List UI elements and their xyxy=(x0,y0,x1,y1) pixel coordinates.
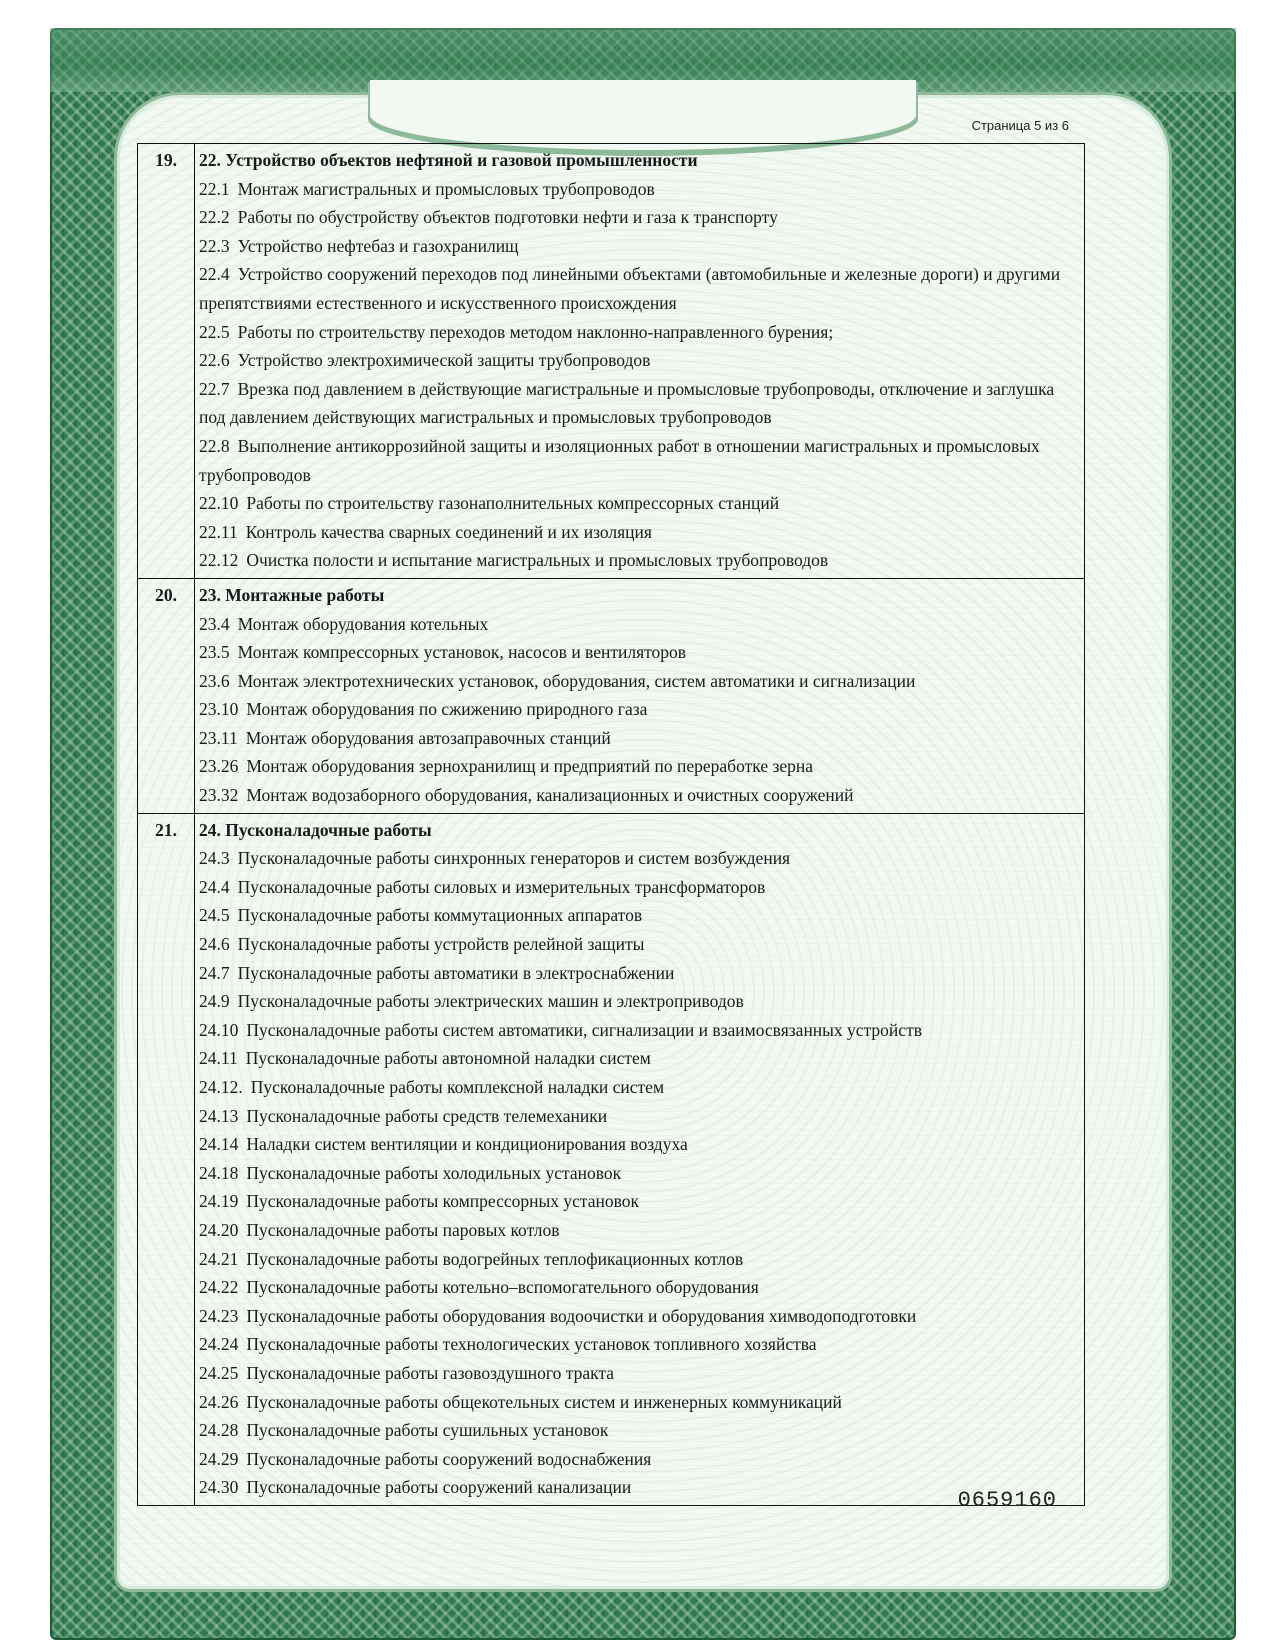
item-text: Пусконаладочные работы котельно–вспомогательного оборудования xyxy=(246,1277,759,1298)
list-item xyxy=(199,873,1078,902)
item-code: 24.23 xyxy=(199,1305,239,1326)
item-code: 24.26 xyxy=(199,1391,239,1412)
list-item xyxy=(199,232,1078,261)
section-content xyxy=(195,578,1085,813)
list-item xyxy=(199,610,1078,639)
list-item xyxy=(199,930,1078,959)
list-item xyxy=(199,1302,1078,1331)
item-code: 23.4 xyxy=(199,613,230,634)
list-item xyxy=(199,203,1078,232)
works-table xyxy=(137,143,1085,1506)
item-code: 24.4 xyxy=(199,876,230,897)
item-code: 24.25 xyxy=(199,1362,239,1383)
section-content xyxy=(195,813,1085,1505)
item-code: 24.14 xyxy=(199,1134,239,1155)
item-text: Монтаж оборудования автозаправочных станций xyxy=(245,727,611,748)
list-item xyxy=(199,1216,1078,1245)
list-item xyxy=(199,844,1078,873)
list-item xyxy=(199,1159,1078,1188)
item-text: Контроль качества сварных соединений и их изоляция xyxy=(245,521,652,542)
item-text: Пусконаладочные работы силовых и измерительных трансформаторов xyxy=(237,876,766,897)
item-text: Монтаж компрессорных установок, насосов и вентиляторов xyxy=(237,642,687,663)
list-item xyxy=(199,375,1078,432)
item-code: 24.18 xyxy=(199,1162,239,1183)
item-code: 23.10 xyxy=(199,699,239,720)
list-item xyxy=(199,1016,1078,1045)
item-code: 24.10 xyxy=(199,1019,239,1040)
item-code: 23.11 xyxy=(199,727,238,748)
item-code: 22.6 xyxy=(199,350,230,371)
item-text: Устройство электрохимической защиты трубопроводов xyxy=(237,350,651,371)
row-number: 20. xyxy=(138,578,195,813)
item-code: 23.6 xyxy=(199,670,230,691)
item-text: Выполнение антикоррозийной защиты и изоляционных работ в отношении магистральных и промысловых трубопроводов xyxy=(199,435,1040,485)
item-text: Пусконаладочные работы газовоздушного тракта xyxy=(246,1362,615,1383)
list-item xyxy=(199,1130,1078,1159)
item-text: Пусконаладочные работы компрессорных установок xyxy=(246,1191,640,1212)
item-code: 24.30 xyxy=(199,1477,239,1498)
item-code: 22.3 xyxy=(199,235,230,256)
section-title: 22. Устройство объектов нефтяной и газовой промышленности xyxy=(199,150,698,170)
list-item xyxy=(199,318,1078,347)
list-item xyxy=(199,901,1078,930)
item-code: 24.7 xyxy=(199,962,230,983)
item-text: Пусконаладочные работы автономной наладки систем xyxy=(245,1048,651,1069)
list-item xyxy=(199,638,1078,667)
item-text: Монтаж электротехнических установок, оборудования, систем автоматики и сигнализации xyxy=(237,670,916,691)
item-code: 24.24 xyxy=(199,1334,239,1355)
page-number: Страница 5 из 6 xyxy=(971,118,1069,133)
item-code: 24.29 xyxy=(199,1448,239,1469)
item-text: Монтаж оборудования по сжижению природного газа xyxy=(246,699,648,720)
list-item xyxy=(199,1102,1078,1131)
item-text: Пусконаладочные работы комплексной наладки систем xyxy=(250,1077,665,1097)
item-text: Устройство нефтебаз и газохранилищ xyxy=(237,235,519,256)
item-text: Очистка полости и испытание магистральных и промысловых трубопроводов xyxy=(246,550,829,571)
ornamental-arch xyxy=(370,80,916,150)
item-text: Монтаж оборудования котельных xyxy=(237,613,489,634)
item-text: Пусконаладочные работы синхронных генераторов и систем возбуждения xyxy=(237,848,791,869)
item-text: Пусконаладочные работы сушильных установок xyxy=(246,1420,609,1441)
list-item xyxy=(199,346,1078,375)
list-item xyxy=(199,987,1078,1016)
section-title: 23. Монтажные работы xyxy=(199,584,385,605)
list-item xyxy=(199,1388,1078,1417)
list-item xyxy=(199,781,1078,810)
item-text: Пусконаладочные работы оборудования водоочистки и оборудования химводоподготовки xyxy=(246,1305,917,1326)
list-item xyxy=(199,752,1078,781)
list-item xyxy=(199,1273,1078,1302)
item-text: Пусконаладочные работы водогрейных теплофикационных котлов xyxy=(246,1248,744,1269)
list-item xyxy=(199,1187,1078,1216)
section-content xyxy=(195,144,1085,579)
item-text: Пусконаладочные работы сооружений канализации xyxy=(246,1477,632,1498)
item-code: 24.20 xyxy=(199,1219,239,1240)
list-item xyxy=(199,1473,1078,1502)
item-code: 22.7 xyxy=(199,378,230,399)
item-code: 22.12 xyxy=(199,550,239,571)
list-item xyxy=(199,1330,1078,1359)
item-text: Наладки систем вентиляции и кондиционирования воздуха xyxy=(246,1134,688,1155)
list-item xyxy=(199,959,1078,988)
item-code: 22.1 xyxy=(199,178,230,199)
item-code: 22.11 xyxy=(199,521,238,542)
row-number: 21. xyxy=(138,813,195,1505)
item-text: Пусконаладочные работы систем автоматики, сигнализации и взаимосвязанных устройств xyxy=(246,1019,922,1040)
list-item xyxy=(199,695,1078,724)
list-item xyxy=(199,724,1078,753)
item-code: 22.5 xyxy=(199,321,230,342)
item-code: 22.10 xyxy=(199,493,239,514)
item-code: 24.13 xyxy=(199,1105,239,1126)
list-item xyxy=(199,1044,1078,1073)
table-row xyxy=(138,144,1085,579)
list-item xyxy=(199,175,1078,204)
item-text: Пусконаладочные работы электрических машин и электроприводов xyxy=(237,991,744,1012)
list-item xyxy=(199,667,1078,696)
item-text: Монтаж оборудования зернохранилищ и предприятий по переработке зерна xyxy=(246,756,814,777)
item-code: 23.5 xyxy=(199,642,230,663)
item-text: Пусконаладочные работы коммутационных аппаратов xyxy=(237,905,643,926)
item-code: 22.2 xyxy=(199,207,230,228)
item-code: 24.28 xyxy=(199,1420,239,1441)
item-text: Пусконаладочные работы сооружений водоснабжения xyxy=(246,1448,652,1469)
item-text: Пусконаладочные работы холодильных установок xyxy=(246,1162,622,1183)
serial-number: 0659160 xyxy=(957,1488,1057,1513)
row-number: 19. xyxy=(138,144,195,579)
list-item xyxy=(199,489,1078,518)
item-code: 24.3 xyxy=(199,848,230,869)
item-text: Устройство сооружений переходов под линейными объектами (автомобильные и железные дороги) и другими препятствиями естественного и искусственного происхождения xyxy=(199,264,1061,313)
item-code: 24.11 xyxy=(199,1048,238,1069)
item-code: 24.6 xyxy=(199,934,230,955)
item-text: Пусконаладочные работы устройств релейной защиты xyxy=(237,934,645,955)
list-item xyxy=(199,518,1078,547)
item-text: Работы по строительству переходов методом наклонно-направленного бурения; xyxy=(237,321,834,342)
item-text: Монтаж водозаборного оборудования, канализационных и очистных сооружений xyxy=(246,785,854,806)
list-item xyxy=(199,1073,1078,1102)
item-code: 23.26 xyxy=(199,756,239,777)
list-item xyxy=(199,1359,1078,1388)
list-item xyxy=(199,1416,1078,1445)
item-code: 22.4 xyxy=(199,264,230,285)
item-code: 24.12. xyxy=(199,1077,243,1097)
item-text: Пусконаладочные работы автоматики в электроснабжении xyxy=(237,962,675,983)
section-title: 24. Пусконаладочные работы xyxy=(199,819,432,840)
item-text: Пусконаладочные работы общекотельных систем и инженерных коммуникаций xyxy=(246,1391,842,1412)
item-code: 24.21 xyxy=(199,1248,239,1269)
list-item xyxy=(199,260,1078,317)
table-row xyxy=(138,578,1085,813)
item-code: 24.22 xyxy=(199,1277,239,1298)
item-code: 22.8 xyxy=(199,435,230,456)
item-text: Монтаж магистральных и промысловых трубопроводов xyxy=(237,178,655,199)
item-text: Работы по строительству газонаполнительных компрессорных станций xyxy=(246,493,780,514)
item-text: Пусконаладочные работы средств телемеханики xyxy=(246,1105,608,1126)
item-code: 24.19 xyxy=(199,1191,239,1212)
item-code: 24.5 xyxy=(199,905,230,926)
item-text: Работы по обустройству объектов подготовки нефти и газа к транспорту xyxy=(237,207,778,228)
item-text: Врезка под давлением в действующие магистральные и промысловые трубопроводы, отключение и заглушка под давлением действующих магистральных и промысловых трубопроводов xyxy=(199,378,1055,428)
item-code: 23.32 xyxy=(199,785,239,806)
item-code: 24.9 xyxy=(199,991,230,1012)
list-item xyxy=(199,1445,1078,1474)
item-text: Пусконаладочные работы технологических установок топливного хозяйства xyxy=(246,1334,817,1355)
list-item xyxy=(199,432,1078,489)
list-item xyxy=(199,546,1078,575)
table-row xyxy=(138,813,1085,1505)
item-text: Пусконаладочные работы паровых котлов xyxy=(246,1219,560,1240)
list-item xyxy=(199,1245,1078,1274)
